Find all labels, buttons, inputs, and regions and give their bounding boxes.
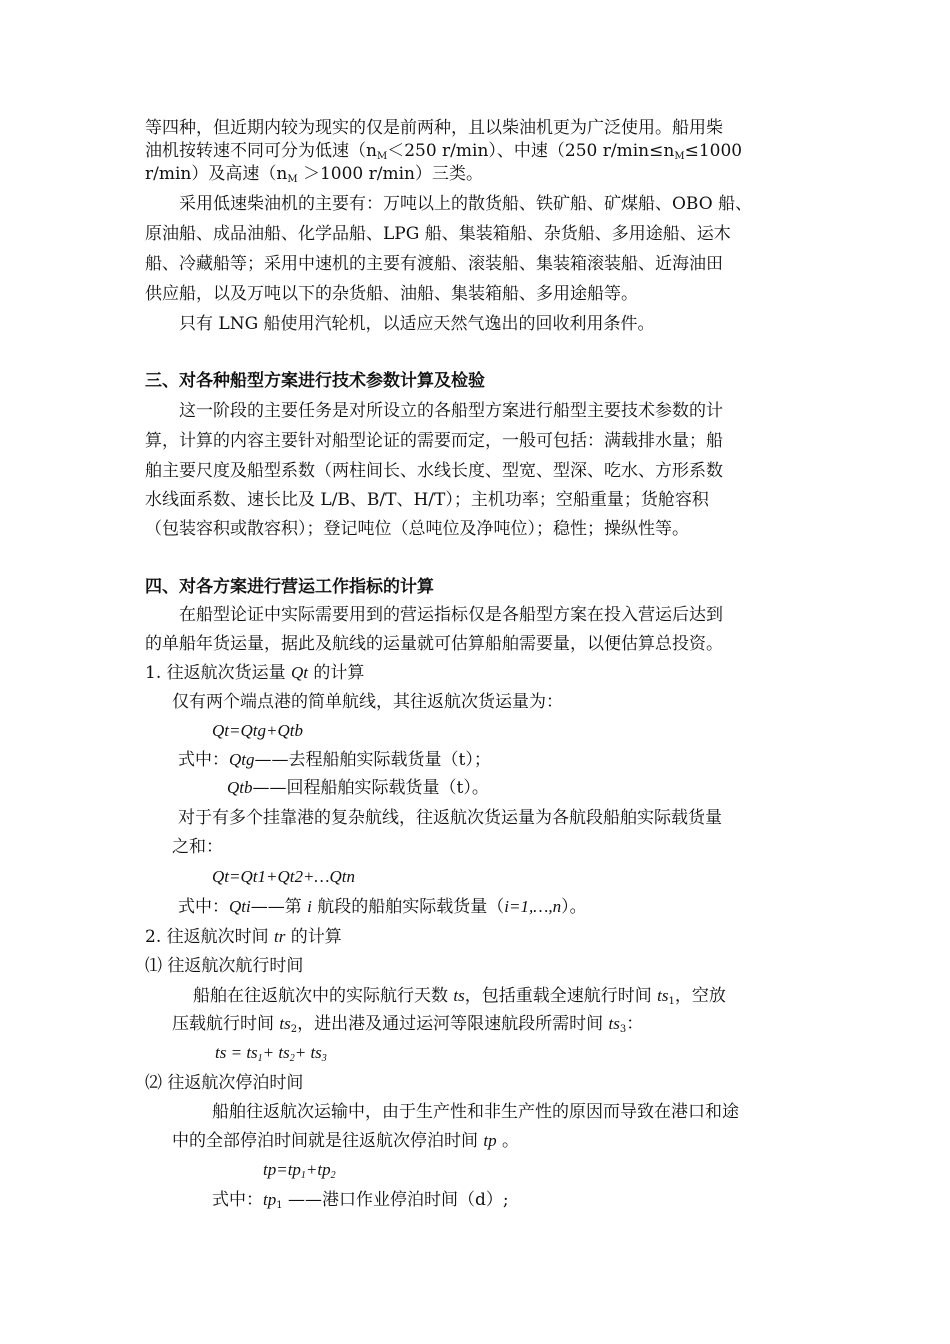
variable: i [307, 897, 312, 916]
text: 式中： [178, 750, 229, 770]
text-line [145, 117, 820, 139]
text: ＞1000 r/min）三类。 [297, 164, 484, 184]
text: n [276, 164, 288, 184]
variable: Qtb [227, 778, 253, 797]
text-line [172, 1130, 847, 1152]
text-line [178, 749, 853, 771]
text: ——去程船舶实际载货量（t）； [254, 750, 491, 770]
text-line: 采用低速柴油机的主要有：万吨以上的散货船、铁矿船、矿煤船、OBO 船、 [145, 194, 753, 214]
text-line: 在船型论证中实际需要用到的营运指标仅是各船型方案在投入营运后达到 [145, 605, 723, 625]
subscript: 2 [290, 1024, 298, 1035]
text-line: 的单船年货运量，据此及航线的运量就可估算船舶需要量，以便估算总投资。 [145, 634, 723, 654]
formula [263, 1159, 938, 1187]
text-line: 船舶往返航次运输中，由于生产性和非生产性的原因而导致在港口和途 [212, 1102, 739, 1122]
text-line: 仅有两个端点港的简单航线，其往返航次货运量为： [172, 692, 563, 712]
variable: ts [215, 1043, 227, 1062]
variable: = ts [226, 1043, 258, 1062]
text-line [145, 163, 820, 191]
text-line: 算，计算的内容主要针对船型论证的需要而定，一般可包括：满载排水量；船 [145, 431, 723, 451]
text: ： [626, 1014, 644, 1034]
text: n [663, 141, 675, 161]
text-line: 供应船，以及万吨以下的杂货船、油船、集装箱船、多用途船等。 [145, 284, 638, 304]
variable: Qt [291, 663, 309, 682]
variable: ts [453, 986, 465, 1005]
text: 。 [496, 1131, 520, 1151]
text: 油机按转速不同可分为低速（ [145, 141, 366, 161]
text: n [366, 141, 377, 161]
variable: Qti [229, 897, 251, 916]
text: 压载航行时间 [172, 1014, 280, 1034]
variable: +tp [305, 1160, 331, 1179]
text: ——第 [250, 897, 308, 917]
text: ，进出港及通过运河等限速航段所需时间 [297, 1014, 609, 1034]
subscript: M [287, 174, 298, 185]
subscript: 1 [300, 1170, 306, 1181]
formula [215, 1042, 890, 1070]
subscript: 1 [668, 996, 675, 1007]
text: 等四种，但近期内较为现实的仅是前两种，且以柴油机更为广泛使用。船用柴 [145, 118, 723, 138]
text-line: 这一阶段的主要任务是对所设立的各船型方案进行船型主要技术参数的计 [145, 401, 723, 421]
text: 航段的船舶实际载货量（ [311, 897, 505, 917]
text: 式中： [178, 897, 229, 917]
subscript: M [376, 151, 388, 162]
text: ≤1000 [684, 141, 743, 161]
text-line: （包装容积或散容积）；登记吨位（总吨位及净吨位）；稳性；操纵性等。 [145, 519, 689, 539]
item-title [145, 662, 820, 684]
text: 1. 往返航次货运量 [145, 663, 292, 683]
text-line [193, 985, 868, 1013]
text: ）。 [561, 897, 587, 917]
section-heading: 四、对各方案进行营运工作指标的计算 [145, 577, 434, 597]
text-line: 对于有多个挂靠港的复杂航线，往返航次货运量为各航段船舶实际载货量 [178, 808, 722, 828]
text-line: 舶主要尺度及船型系数（两柱间长、水线长度、型宽、型深、吃水、方形系数 [145, 461, 723, 481]
item-title [145, 926, 820, 948]
text: ，空放 [674, 986, 726, 1006]
text: 的计算 [285, 927, 342, 947]
sub-title: ⑵ 往返航次停泊时间 [145, 1073, 304, 1093]
subscript: 3 [321, 1053, 327, 1064]
text-line [227, 777, 902, 799]
text-line: 之和： [172, 837, 223, 857]
text-line [178, 896, 853, 918]
variable: + ts [262, 1043, 290, 1062]
text: 中的全部停泊时间就是往返航次停泊时间 [172, 1131, 484, 1151]
variable: ts [279, 1014, 291, 1033]
variable: ts [608, 1014, 620, 1033]
text-line: 船、冷藏船等；采用中速机的主要有渡船、滚装船、集装箱滚装船、近海油田 [145, 254, 723, 274]
sub-title: ⑴ 往返航次航行时间 [145, 956, 304, 976]
section-heading: 三、对各种船型方案进行技术参数计算及检验 [145, 371, 485, 391]
formula: Qt=Qt1+Qt2+…Qtn [212, 867, 356, 886]
variable: Qtg [229, 750, 255, 769]
text: 的计算 [308, 663, 365, 683]
text-line: 原油船、成品油船、化学品船、LPG 船、集装箱船、杂货船、多用途船、运木 [145, 224, 731, 244]
subscript: M [674, 151, 685, 162]
variable: i=1,…,n [504, 897, 562, 916]
variable: tp [263, 1190, 277, 1209]
formula: Qt=Qtg+Qtb [212, 721, 303, 740]
variable: tp [483, 1131, 497, 1150]
variable: tr [274, 927, 286, 946]
text: 式中： [212, 1190, 263, 1210]
variable: tp=tp [263, 1160, 301, 1179]
text: 船舶在往返航次中的实际航行天数 [193, 986, 454, 1006]
text: ——港口作业停泊时间（d）; [282, 1190, 509, 1210]
text: 2. 往返航次时间 [145, 927, 275, 947]
subscript: 1 [257, 1053, 263, 1064]
variable: ts [657, 986, 669, 1005]
text-line: 只有 LNG 船使用汽轮机，以适应天然气逸出的回收利用条件。 [145, 314, 655, 334]
text: ，包括重载全速航行时间 [464, 986, 658, 1006]
text: r/min）及高速（ [145, 164, 277, 184]
text-line: 水线面系数、速长比及 L/B、B/T、H/T）；主机功率；空船重量；货舱容积 [145, 490, 709, 510]
text: ——回程船舶实际载货量（t）。 [252, 778, 489, 798]
subscript: 3 [619, 1024, 627, 1035]
text-line [172, 1013, 847, 1041]
subscript: 1 [276, 1200, 283, 1211]
variable: + ts [294, 1043, 322, 1062]
subscript: 2 [289, 1053, 295, 1064]
text: ＜250 r/min）、中速（250 r/min≤ [387, 141, 664, 161]
text-line [212, 1189, 887, 1217]
subscript: 2 [330, 1170, 336, 1181]
